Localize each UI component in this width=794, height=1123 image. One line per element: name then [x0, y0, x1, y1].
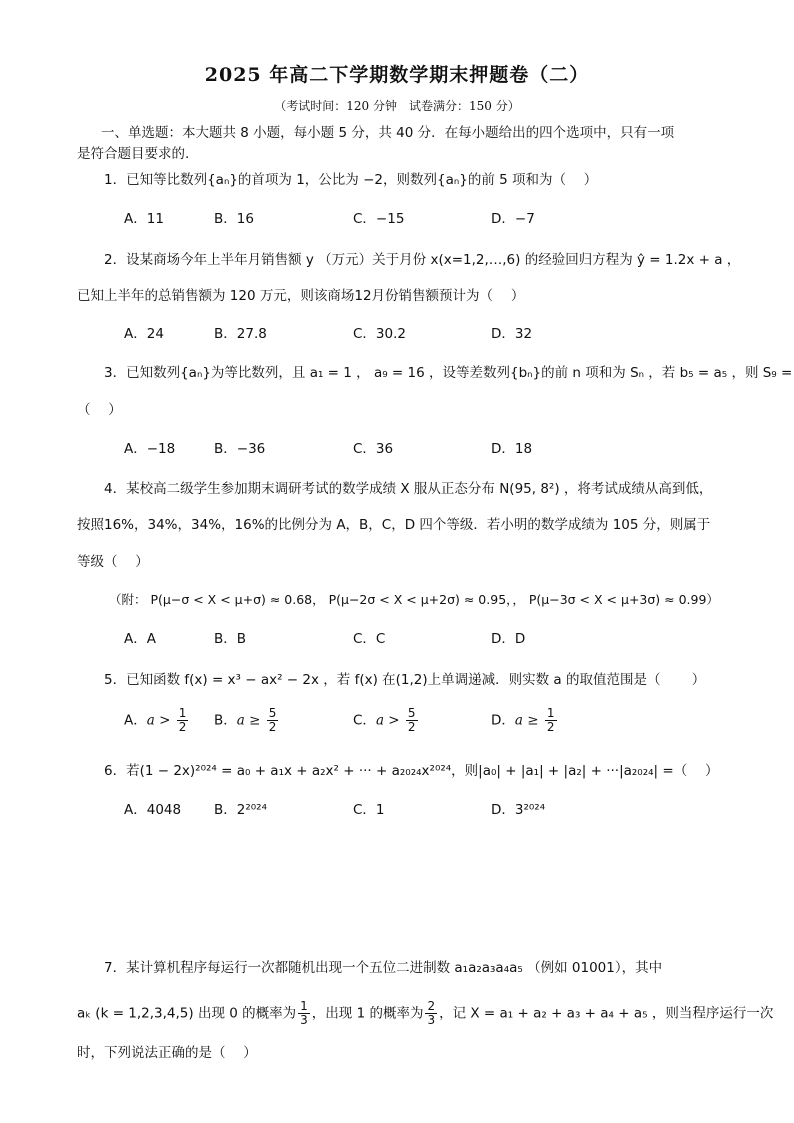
fraction [177, 707, 189, 734]
question-4-note: （附： P(μ−σ < X < μ+σ) ≈ 0.68， P(μ−2σ < X < μ+2σ) ≈ 0.95，， P(μ−3σ < X < μ+3σ) ≈ 0.99） [109, 592, 719, 607]
fraction [545, 707, 557, 734]
question-7-text-c: ，记 X = a₁ + a₂ + a₃ + a₄ + a₅ ，则当程序运行一次 [439, 1005, 774, 1022]
option-label: A． [124, 712, 147, 729]
denominator: 2 [268, 720, 277, 734]
fraction-one-third [298, 1000, 310, 1027]
numerator: 2 [427, 999, 436, 1013]
denominator: 2 [546, 720, 555, 734]
question-4-option-d: D．D [491, 631, 526, 647]
question-4-option-c: C．C [353, 631, 386, 647]
section-heading-line2: 是符合题目要求的. [77, 146, 190, 162]
denominator: 2 [178, 720, 187, 734]
question-2-option-d: D．32 [491, 326, 533, 342]
question-7-text-a: aₖ (k = 1,2,3,4,5) 出现 0 的概率为 [77, 1005, 297, 1022]
question-5-option-b [214, 707, 280, 734]
question-2-option-a: A．24 [124, 326, 164, 342]
question-3-line2: （ ） [77, 402, 122, 418]
question-3-option-b: B．−36 [214, 441, 266, 457]
question-4-option-b: B．B [214, 631, 247, 647]
numerator: 1 [178, 706, 187, 720]
question-1-option-b: B．16 [214, 211, 254, 227]
question-6-option-b: B．2²⁰²⁴ [214, 802, 267, 818]
question-7-line3: 时，下列说法正确的是（ ） [77, 1045, 257, 1061]
question-3-option-c: C．36 [353, 441, 394, 457]
question-5-option-a [124, 707, 190, 734]
question-6-stem: 6．若(1 − 2x)²⁰²⁴ = a₀ + a₁x + a₂x² + ··· + a₂₀₂₄x²⁰²⁴，则|a₀| + |a₁| + |a₂| + ···|a₂₀₂₄| =（ ） [104, 763, 719, 779]
question-2-line1: 2．设某商场今年上半年月销售额 y （万元）关于月份 x(x=1,2,…,6) 的经验回归方程为 ŷ = 1.2x + a ， [104, 252, 741, 268]
option-relation: a > [146, 712, 171, 729]
question-1-option-c: C．−15 [353, 211, 405, 227]
section-heading-line1: 一、单选题：本大题共 8 小题，每小题 5 分，共 40 分．在每小题给出的四个选项中，只有一项 [101, 125, 675, 141]
question-1-option-a: A．11 [124, 211, 164, 227]
denominator: 3 [300, 1013, 308, 1027]
question-3-option-d: D．18 [491, 441, 533, 457]
question-2-option-c: C．30.2 [353, 326, 406, 342]
question-5-option-d [491, 707, 559, 734]
question-7-line1: 7．某计算机程序每运行一次都随机出现一个五位二进制数 a₁a₂a₃a₄a₅ （例如 01001），其中 [104, 960, 663, 976]
question-4-line2: 按照16%，34%，34%，16%的比例分为 A，B，C，D 四个等级．若小明的数学成绩为 105 分，则属于 [77, 517, 711, 533]
question-4-option-a: A．A [124, 631, 156, 647]
numerator: 5 [407, 706, 416, 720]
question-4-line1: 4．某校高二级学生参加期末调研考试的数学成绩 X 服从正态分布 N(95, 8²) ，将考试成绩从高到低， [104, 481, 713, 497]
question-4-line3: 等级（ ） [77, 554, 149, 570]
question-2-option-b: B．27.8 [214, 326, 267, 342]
question-5-option-c [353, 707, 420, 734]
option-relation: a ≥ [514, 712, 539, 729]
denominator: 3 [427, 1013, 436, 1027]
fraction [406, 707, 418, 734]
question-7-text-b: ，出现 1 的概率为 [311, 1005, 424, 1022]
question-2-line2: 已知上半年的总销售额为 120 万元，则该商场12月份销售额预计为（ ） [77, 288, 525, 304]
numerator: 5 [268, 706, 277, 720]
fraction-two-thirds [425, 1000, 437, 1027]
option-label: C． [353, 712, 376, 729]
question-6-option-a: A．4048 [124, 802, 182, 818]
fraction [267, 707, 279, 734]
option-label: B． [214, 712, 237, 729]
option-relation: a > [375, 712, 400, 729]
question-3-line1: 3．已知数列{aₙ}为等比数列，且 a₁ = 1 ， a₉ = 16 ，设等差数列{bₙ}的前 n 项和为 Sₙ ，若 b₅ = a₅ ，则 S₉ = [104, 365, 793, 381]
numerator: 1 [300, 999, 308, 1013]
question-1-stem: 1．已知等比数列{aₙ}的首项为 1，公比为 −2，则数列{aₙ}的前 5 项和为（ ） [104, 172, 598, 188]
question-5-stem: 5．已知函数 f(x) = x³ − ax² − 2x ，若 f(x) 在(1,2)上单调递减．则实数 a 的取值范围是（ ） [104, 672, 706, 688]
page-title: 2025 年高二下学期数学期末押题卷（二） [204, 64, 590, 86]
question-6-option-c: C．1 [353, 802, 385, 818]
option-label: D． [491, 712, 515, 729]
exam-info: （考试时间：120 分钟 试卷满分：150 分） [274, 99, 520, 113]
question-1-option-d: D．−7 [491, 211, 535, 227]
question-7-line2 [77, 1000, 773, 1027]
question-3-option-a: A．−18 [124, 441, 176, 457]
denominator: 2 [407, 720, 416, 734]
question-6-option-d: D．3²⁰²⁴ [491, 802, 546, 818]
option-relation: a ≥ [236, 712, 261, 729]
numerator: 1 [546, 706, 555, 720]
